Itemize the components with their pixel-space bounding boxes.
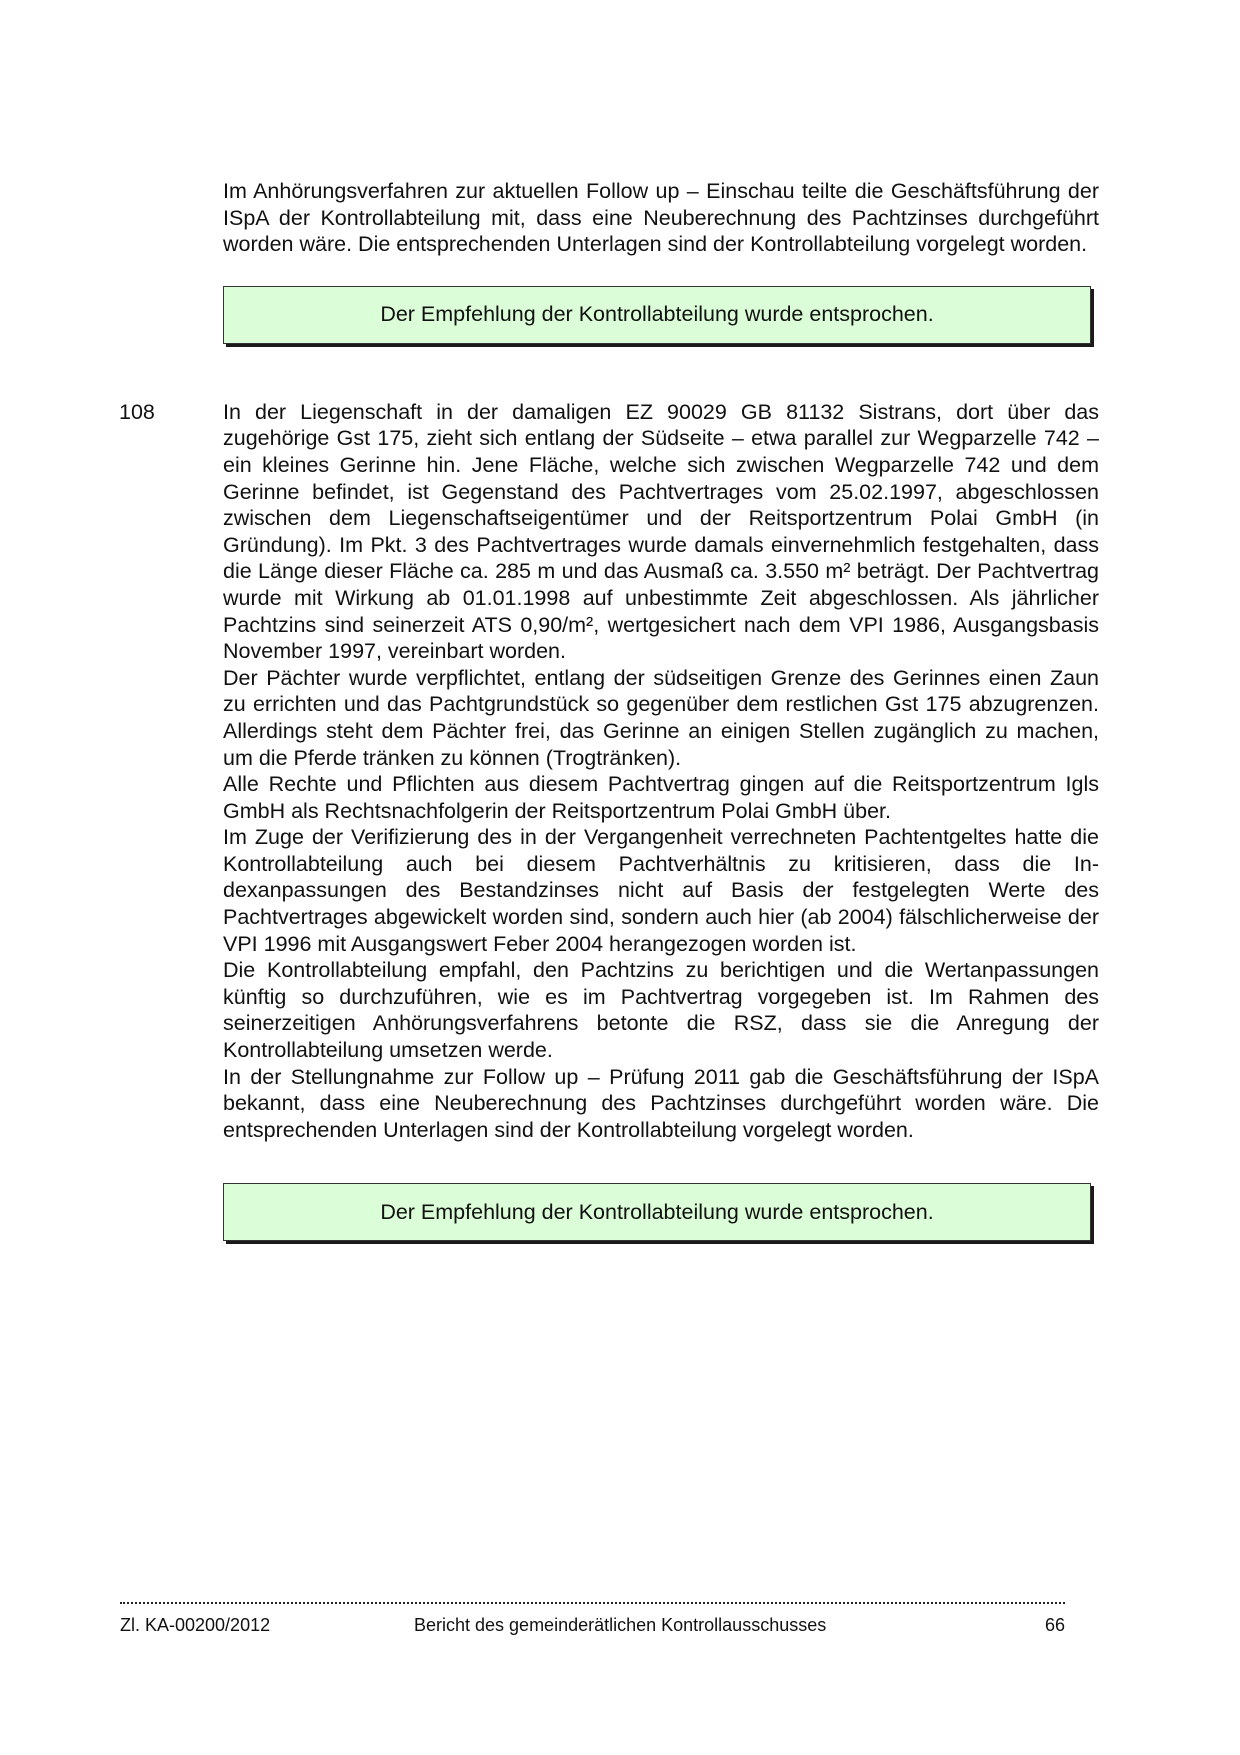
page-footer [120, 1612, 1065, 1638]
section-paragraph: In der Liegenschaft in der damaligen EZ 90029 GB 81132 Sistrans, dort über das zugehörige Gst 175, zieht sich entlang der Südseite – etwa parallel zur Wegparzelle 742 – ein kleines Gerinne hin. Jene Fläche, welche sich zwischen Wegparzelle 742 und dem Gerinne befindet, ist Gegenstand des Pachtvertrages vom 25.02.1997, abgeschlossen zwischen dem Liegenschaftseigentümer und der Reitsportzentrum Polai GmbH (in Gründung). Im Pkt. 3 des Pachtvertrages wurde damals einvernehmlich festgehalten, dass die Länge dieser Fläche ca. 285 m und das Ausmaß ca. 3.550 m² beträgt. Der Pachtvertrag wurde mit Wirkung ab 01.01.1998 auf unbestimmte Zeit abgeschlossen. Als jährlicher Pachtzins sind seinerzeit ATS 0,90/m², wertgesichert nach dem VPI 1986, Ausgangsbasis November 1997, vereinbart worden. [223, 399, 1099, 664]
result-box-text: Der Empfehlung der Kontrollabteilung wurde entsprochen. [380, 1199, 934, 1224]
section-number: 108 [119, 399, 155, 424]
section-108 [119, 399, 1099, 1242]
section-paragraph: Alle Rechte und Pflichten aus diesem Pachtvertrag gingen auf die Reitsportzentrum Igls GmbH als Rechtsnachfolgerin der Reitsportzentrum Polai GmbH über. [223, 772, 1099, 823]
footer-title: Bericht des gemeinderätlichen Kontrollausschusses [414, 1615, 827, 1635]
result-box-text: Der Empfehlung der Kontrollabteilung wurde entsprochen. [380, 302, 934, 327]
section-paragraph: In der Stellungnahme zur Follow up – Prüfung 2011 gab die Geschäftsführung der ISpA bekannt, dass eine Neuberechnung des Pachtzinses durchgeführt worden wäre. Die entsprechenden Unterlagen sind der Kontrollabteilung vorgelegt worden. [223, 1064, 1099, 1142]
page-content [119, 178, 1099, 1241]
footer-divider [120, 1602, 1065, 1604]
section-paragraph: Der Pächter wurde verpflichtet, entlang der südseitigen Grenze des Gerinnes einen Zaun zu errichten und das Pachtgrundstück so gegenüber dem restlichen Gst 175 abzugrenzen. Allerdings steht dem Pächter frei, das Gerinne an einigen Stellen zugänglich zu machen, um die Pferde tränken zu können (Trogtränken). [223, 665, 1099, 770]
section-paragraph: Die Kontrollabteilung empfahl, den Pachtzins zu berichtigen und die Wertanpassungen künftig so durchzuführen, wie es im Pachtvertrag vorgegeben ist. Im Rahmen des seinerzeitigen Anhörungsverfahrens betonte die RSZ, dass sie die Anregung der Kontrollabteilung umsetzen werde. [223, 958, 1099, 1063]
intro-paragraph: Im Anhörungsverfahren zur aktuellen Follow up – Einschau teilte die Geschäftsführung der ISpA der Kontrollabteilung mit, dass eine Neuberechnung des Pachtzinses durchgeführt worden wäre. Die entsprechenden Unterlagen sind der Kontrollabteilung vorgelegt worden. [223, 179, 1099, 257]
section-paragraph: Im Zuge der Verifizierung des in der Vergangenheit verrechneten Pachtentgeltes hatte die Kontrollabteilung auch bei diesem Pachtverhältnis zu kritisieren, dass die Indexanpassungen des Bestandzinses nicht auf Basis der festgelegten Werte des Pachtvertrages abgewickelt worden sind, sondern auch hier (ab 2004) fälschlicherweise der VPI 1996 mit Ausgangswert Feber 2004 herangezogen worden ist. [223, 825, 1099, 956]
footer-page-number: 66 [1044, 1615, 1065, 1635]
recommendation-result-box [223, 1183, 1091, 1241]
recommendation-result-box [223, 286, 1091, 344]
footer-reference: Zl. KA-00200/2012 [120, 1615, 271, 1635]
